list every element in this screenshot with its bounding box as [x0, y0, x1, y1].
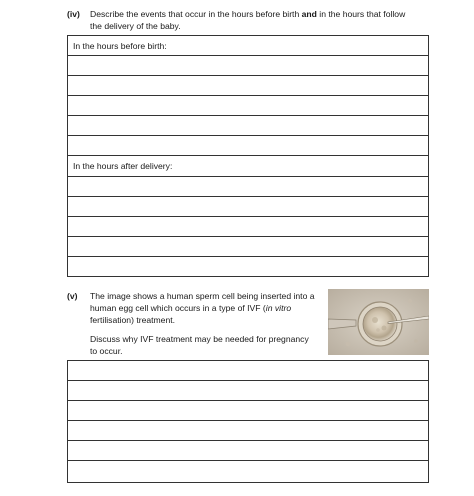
q4-line2: the delivery of the baby. — [90, 21, 181, 31]
answer-line[interactable] — [68, 56, 428, 76]
answer-line[interactable] — [68, 361, 428, 381]
answer-line[interactable] — [68, 197, 428, 217]
q5-line4: Discuss why IVF treatment may be needed for pregnancy — [90, 334, 309, 344]
answer-line[interactable] — [68, 177, 428, 197]
ivf-micrograph-image — [328, 289, 429, 355]
ivf-micrograph-icon — [328, 289, 429, 355]
answer-row-heading-before — [68, 36, 428, 56]
label-hours-before-birth: In the hours before birth: — [73, 40, 167, 51]
answer-row-heading-after — [68, 156, 428, 177]
q5-line5: to occur. — [90, 346, 123, 356]
answer-line[interactable] — [68, 381, 428, 401]
answer-box-iv[interactable] — [67, 35, 429, 277]
answer-line[interactable] — [68, 257, 428, 276]
answer-line[interactable] — [68, 421, 428, 441]
answer-box-v[interactable] — [67, 360, 429, 483]
q4-line1-b: in the hours that follow — [316, 9, 406, 19]
answer-line[interactable] — [68, 401, 428, 421]
answer-line[interactable] — [68, 136, 428, 156]
answer-line[interactable] — [68, 217, 428, 237]
q4-line1-a: Describe the events that occur in the hours before birth — [90, 9, 302, 19]
answer-line[interactable] — [68, 461, 428, 481]
q5-line1: The image shows a human sperm cell being inserted into a — [90, 291, 315, 301]
answer-line[interactable] — [68, 76, 428, 96]
question-number-iv: (iv) — [67, 9, 80, 19]
q5-line2: human egg cell which occurs in a type of IVF ( — [90, 303, 266, 313]
question-text-iv — [90, 8, 430, 32]
q4-line1-bold: and — [301, 9, 317, 19]
q5-line3: fertilisation) treatment. — [90, 315, 176, 325]
answer-line[interactable] — [68, 237, 428, 257]
question-number-v: (v) — [67, 291, 78, 301]
answer-line[interactable] — [68, 441, 428, 461]
answer-line[interactable] — [68, 116, 428, 136]
q5-line2-italic: in vitro — [265, 303, 292, 313]
answer-line[interactable] — [68, 96, 428, 116]
question-text-v — [90, 290, 325, 357]
label-hours-after-delivery: In the hours after delivery: — [73, 161, 173, 171]
